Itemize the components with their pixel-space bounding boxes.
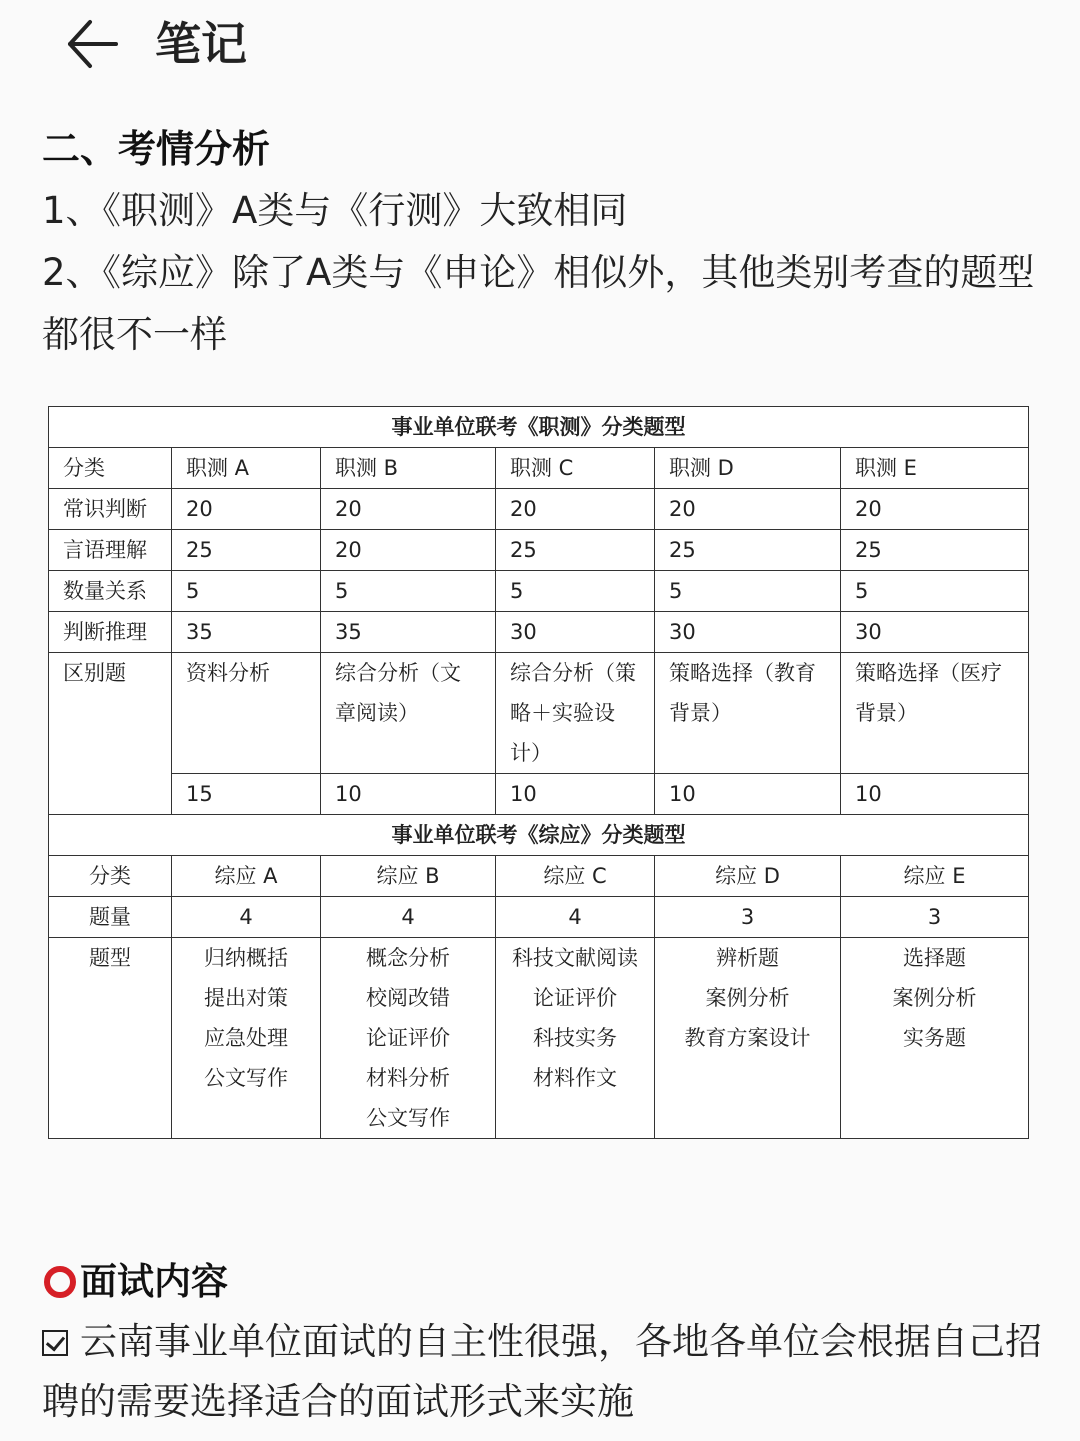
distinct-type-row (49, 653, 1029, 774)
count-cell: 4 (496, 897, 655, 938)
zhice-header-cell: 职测 B (321, 448, 496, 489)
analysis-section (42, 118, 1042, 366)
zongying-caption: 事业单位联考《综应》分类题型 (49, 815, 1029, 856)
table-row (49, 571, 1029, 612)
distinct-type-cell: 策略选择（医疗背景） (841, 653, 1029, 774)
type-cell (321, 938, 496, 1139)
type-item: 提出对策 (204, 986, 288, 1010)
analysis-point-2: 2、《综应》除了A类与《申论》相似外，其他类别考查的题型都很不一样 (42, 251, 1035, 356)
type-cell (655, 938, 841, 1139)
type-cell (841, 938, 1029, 1139)
type-label: 题型 (49, 938, 172, 1139)
distinct-label: 区别题 (49, 653, 172, 815)
type-item: 归纳概括 (204, 946, 288, 970)
page-title: 笔记 (155, 17, 247, 71)
distinct-count-cell: 15 (172, 774, 321, 815)
type-item: 辨析题 (716, 946, 779, 970)
count-cell: 3 (841, 897, 1029, 938)
table-cell: 25 (172, 530, 321, 571)
count-label: 题量 (49, 897, 172, 938)
table-header-row (49, 448, 1029, 489)
distinct-type-cell: 资料分析 (172, 653, 321, 774)
type-item: 论证评价 (366, 1026, 450, 1050)
table-cell: 20 (655, 489, 841, 530)
zongying-header-cell: 综应 B (321, 856, 496, 897)
zongying-header-cell: 综应 E (841, 856, 1029, 897)
type-item: 公文写作 (366, 1106, 450, 1130)
type-item: 校阅改错 (366, 986, 450, 1010)
table-header-row (49, 856, 1029, 897)
distinct-count-row (49, 774, 1029, 815)
table-cell: 5 (496, 571, 655, 612)
table-cell: 常识判断 (49, 489, 172, 530)
zongying-header-cell: 分类 (49, 856, 172, 897)
interview-heading: 面试内容 (80, 1260, 228, 1303)
analysis-point-1: 1、《职测》A类与《行测》大致相同 (42, 189, 628, 232)
type-item: 选择题 (903, 946, 967, 970)
zongying-header-cell: 综应 D (655, 856, 841, 897)
type-item: 案例分析 (892, 986, 977, 1010)
type-cell (496, 938, 655, 1139)
zhice-caption: 事业单位联考《职测》分类题型 (49, 407, 1029, 448)
type-item: 科技文献阅读 (512, 946, 638, 970)
interview-text: 云南事业单位面试的自主性很强，各地各单位会根据自己招聘的需要选择适合的面试形式来实施 (42, 1320, 1042, 1423)
top-bar (0, 0, 1080, 90)
table-cell: 20 (841, 489, 1029, 530)
distinct-type-cell: 综合分析（文章阅读） (321, 653, 496, 774)
distinct-type-cell: 综合分析（策略＋实验设计） (496, 653, 655, 774)
table-cell: 5 (172, 571, 321, 612)
red-circle-icon (44, 1266, 76, 1298)
type-item: 实务题 (903, 1026, 967, 1050)
table-cell: 5 (655, 571, 841, 612)
zhice-header-cell: 职测 C (496, 448, 655, 489)
zongying-header-cell: 综应 C (496, 856, 655, 897)
table-cell: 20 (172, 489, 321, 530)
count-cell: 4 (172, 897, 321, 938)
type-item: 概念分析 (366, 946, 450, 970)
table-cell: 20 (321, 489, 496, 530)
type-item: 应急处理 (204, 1026, 288, 1050)
table-caption-row (49, 407, 1029, 448)
back-button[interactable] (60, 14, 124, 74)
table-cell: 25 (496, 530, 655, 571)
question-count-row (49, 897, 1029, 938)
table-cell: 30 (841, 612, 1029, 653)
interview-section (42, 1252, 1042, 1432)
type-cell (172, 938, 321, 1139)
table-cell: 20 (496, 489, 655, 530)
arrow-left-icon (60, 14, 124, 74)
table-row (49, 530, 1029, 571)
table-row (49, 612, 1029, 653)
table-cell: 25 (655, 530, 841, 571)
type-item: 材料分析 (366, 1066, 450, 1090)
type-item: 公文写作 (204, 1066, 288, 1090)
table-cell: 数量关系 (49, 571, 172, 612)
table-caption-row (49, 815, 1029, 856)
table-cell: 5 (321, 571, 496, 612)
table-cell: 判断推理 (49, 612, 172, 653)
table-cell: 20 (321, 530, 496, 571)
zhice-header-cell: 职测 E (841, 448, 1029, 489)
section-heading: 二、考情分析 (42, 127, 271, 171)
table-cell: 35 (321, 612, 496, 653)
distinct-count-cell: 10 (841, 774, 1029, 815)
question-type-row (49, 938, 1029, 1139)
table-cell: 30 (496, 612, 655, 653)
distinct-count-cell: 10 (655, 774, 841, 815)
zhice-header-cell: 职测 D (655, 448, 841, 489)
table-cell: 25 (841, 530, 1029, 571)
zongying-header-cell: 综应 A (172, 856, 321, 897)
exam-type-table (48, 406, 1029, 1139)
type-item: 科技实务 (533, 1026, 617, 1050)
table-row (49, 489, 1029, 530)
distinct-type-cell: 策略选择（教育背景） (655, 653, 841, 774)
type-item: 论证评价 (533, 986, 617, 1010)
count-cell: 3 (655, 897, 841, 938)
table-cell: 35 (172, 612, 321, 653)
zhice-header-cell: 职测 A (172, 448, 321, 489)
table-cell: 5 (841, 571, 1029, 612)
type-item: 案例分析 (705, 986, 790, 1010)
checkbox-checked-icon (42, 1330, 68, 1356)
distinct-count-cell: 10 (321, 774, 496, 815)
type-item: 教育方案设计 (684, 1026, 811, 1050)
count-cell: 4 (321, 897, 496, 938)
distinct-count-cell: 10 (496, 774, 655, 815)
zhice-header-cell: 分类 (49, 448, 172, 489)
table-cell: 言语理解 (49, 530, 172, 571)
table-cell: 30 (655, 612, 841, 653)
type-item: 材料作文 (533, 1066, 617, 1090)
